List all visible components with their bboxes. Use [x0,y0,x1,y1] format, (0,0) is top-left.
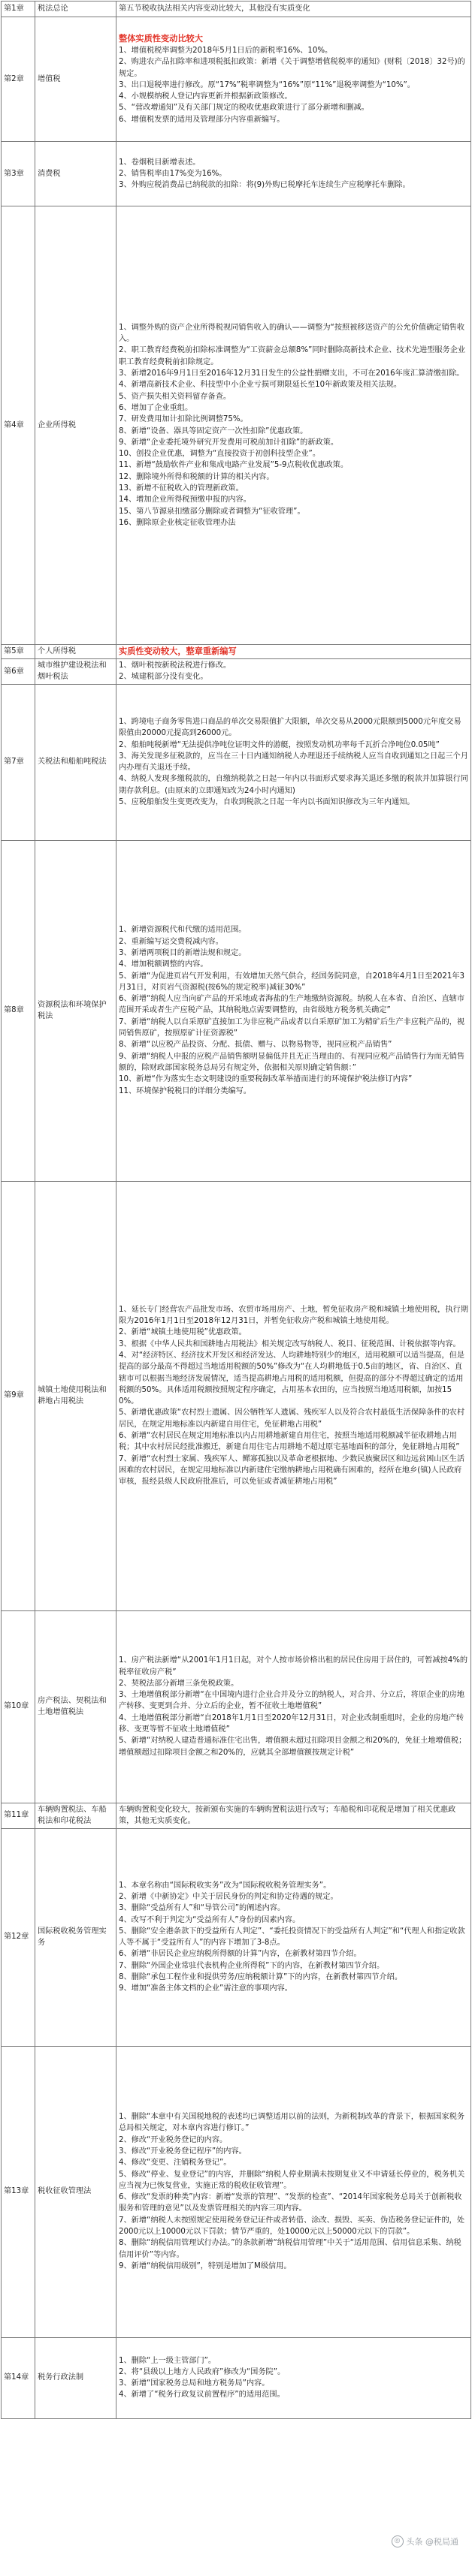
chapter-cell: 第1章 [2,2,35,17]
change-item: 4、修改“变更、注销税务登记”。 [119,2159,231,2168]
table-row-8 [2,840,471,1181]
change-item: 6、增值税发票的适用及管理部分内容重新编写。 [119,115,285,124]
change-item: 4、对“经济特区、经济技术开发区和经济发达、人均耕地特别少的地区，适用税额可以适当提高，但是提高的部分最高不得超过当地适用税额的50%”修改为“在人均耕地低于0.5亩的地区，省、自治区、直辖市可以根据当地经济发展情况，适当提高耕地占用税的适用税额，但提高的部分不得超过确定的适用税额的50%。具体适用税额按照规定程序确定，占用基本农田的，应当按照当地适用税额，加按150%。 [119,1351,465,1406]
change-item: 3、出口退税率进行修改。原“17%”税率调整为“16%”原“11%”退税率调整为“10%”。 [119,80,415,89]
change-item: 5、新增“对纳税人建造普通标准住宅出售，增值额未超过扣除项目金额之和20%的，免征土地增值税；增值额超过扣除项目金额之和20%的，应就其全部增值额按规定计税” [119,1737,467,1757]
change-item: 4、小规模纳税人登记内容更新并根据新政策修改。 [119,92,292,101]
change-item: 2、购进农产品扣除率和进项税抵扣政策：新增《关于调整增值税税率的通知》(财税〔2018〕32号)的规定。 [119,58,465,78]
table-row-10 [2,1610,471,1803]
change-item: 9、新增“纳税人申报的应税产品销售额明显偏低并且无正当理由的、有视同应税产品销售行为而无销售额的，除财政部国家税务总局另有规定外，依据相关原则确定销售额：” [119,1052,465,1072]
change-item: 3、海关发现多征税款的，应当在三十日内通知纳税人办理退还手续纳税人应当自收到通知之日起三个月内办理有关退还手续。 [119,752,468,773]
content-cell [116,684,471,840]
change-item: 5、“营改增通知”及有关部门规定的税收优惠政策进行了部分新增和删减。 [119,104,369,113]
topic-cell: 城镇土地使用税法和耕地占用税法 [35,1181,116,1610]
chapter-cell: 第6章 [2,659,35,685]
change-item: 11、新增“鼓励软件产业和集成电路产业发展”5-9点税收优惠政策。 [119,461,349,470]
topic-cell: 城市维护建设税法和烟叶税法 [35,659,116,685]
topic-cell: 税务行政法制 [35,2337,116,2418]
change-item: 1、烟叶税按新税法税进行修改。 [119,661,231,670]
chapter-cell: 第4章 [2,206,35,645]
change-item: 14、增加企业所得税预缴申报的内容。 [119,496,251,505]
watermark-label: 头条 @税局通 [406,2537,458,2547]
content-cell [116,1610,471,1803]
table-row-2 [2,17,471,142]
change-item: 7、研发费用加计扣除比例调整75%。 [119,415,248,424]
table-row-3 [2,142,471,206]
chapter-cell: 第3章 [2,142,35,206]
change-item: 1、房产税法新增“从2001年1月1日起，对个人按市场价格出租的居民住房用于居住的，可暂减按4%的税率征收房产税” [119,1656,468,1677]
chapter-cell: 第9章 [2,1181,35,1610]
topic-cell: 个人所得税 [35,645,116,659]
change-item: 2、重新编写运交费税减内容。 [119,937,223,946]
change-item: 1、删除“本章中有关国税地税的表述均已调整适用以前的法则，为新税制改革的背景下，根据国家税务总局相关规定，对本章内容进行修订。” [119,2113,465,2133]
highlight-note: 实质性变动较大，整章重新编写 [119,646,237,656]
chapter-cell: 第2章 [2,17,35,142]
table-row-13 [2,2046,471,2337]
chapter-cell: 第8章 [2,840,35,1181]
table-row-12 [2,1828,471,2046]
topic-cell: 房产税法、契税法和土地增值税法 [35,1610,116,1803]
topic-cell: 增值税 [35,17,116,142]
content-cell [116,17,471,142]
change-item: 1、新增资源税代和代缴的适用范围。 [119,926,247,935]
change-item: 2、职工教育经费税前扣除标准调整为“工资薪金总额8%”同时删除高新技术企业、技术先进型服务企业职工教育经费税前扣除规定。 [119,346,466,366]
change-item: 4、增加税额调整的内容。 [119,960,208,969]
topic-cell: 车辆购置税法、车船税法和印花税法 [35,1803,116,1828]
change-item: 7、新增“纳税人未按照规定使用税务登记证件或者转借、涂改、损毁、买卖、伪造税务登记证件的，处2000元以上10000元以下罚款；情节严重的，处10000元以上50000元以下的罚款”。 [119,2216,465,2236]
change-item: 3、根据《中华人民共和国耕地占用税法》相关规定改写纳税人、税目、征税范围、计税依据等内容。 [119,1339,461,1348]
change-item: 5、应税船舶发生变更改变为，自收到税款之日起一年内以书面知识修改为三年内通知。 [119,797,415,806]
change-item: 1、跨境电子商务零售进口商品的单次交易限值扩大限额，单次交易从2000元限额到5000元年度交易限值由20000元提高到26000元。 [119,717,461,738]
content-cell [116,840,471,1181]
table-row-chapter-1 [2,2,471,17]
change-item: 2、契税法部分新增三条免税政策。 [119,1679,239,1688]
change-item: 1、调整外购的资产企业所得税视同销售收入的确认——调整为“按照被移送资产的公允价值确定销售收入。 [119,323,465,344]
change-item: 3、土地增值税部分新增“在中国境内进行企业合并及分立的纳税人，对合并、分立后，将原企业的房地产转移、变更到合并、分立后的企业，暂不征收土地增值税” [119,1691,465,1711]
table-row-5 [2,645,471,659]
content-cell [116,1181,471,1610]
change-item: 8、删除“承包工程作业和提供劳务/应纳税额计算”下的内容，在新教材第四节介绍。 [119,1972,403,1981]
chapter-cell: 第5章 [2,645,35,659]
change-item: 2、修改“开业税务登记的内容。 [119,2135,228,2144]
change-item: 9、新增“企业委托境外研究开发费用可税前加计扣除”的新政策。 [119,438,339,447]
change-item: 7、新增“纳税人以自采原矿直接加工为非应税产品或者以自采原矿加工为精矿后生产非应税产品的，视同销售原矿，按照原矿计征资源税” [119,1017,465,1038]
change-item: 3、新增两项税目的新增法规和规定。 [119,948,247,957]
watermark-logo-icon: ◎ [392,2535,404,2547]
topic-cell: 消费税 [35,142,116,206]
change-item: 6、新增“非居民企业应纳税所得额的计算”内容，在新教材第四节介绍。 [119,1950,362,1959]
change-item: 2、新增《中新协定》中关于居民身份的判定和协定待遇的规定。 [119,1892,338,1901]
table-row-9 [2,1181,471,1610]
table-row-6 [2,659,471,685]
change-item: 15、第八节源泉扣缴部分删除或者调整为“征收管理”。 [119,507,305,516]
change-item: 7、删除“外国企业常驻代表机构企业所得税”下的内容，在新教材第四节介绍。 [119,1961,385,1970]
change-item: 16、删除原企业核定征收管理办法 [119,518,236,527]
change-item: 4、纳税人发现多缴税款的，自缴纳税款之日起一年内以书面形式要求海关退还多缴的税款并加算银行同期存款利息。(由原来的立即通知改为24小时内通知) [119,775,468,795]
change-item: 8、新增“以应税产品投资、分配、抵债、赠与、以物易物等，视同应税产品销售” [119,1041,392,1050]
change-item: 1、本章名称由“国际税收实务”改为“国际税收税务管理实务”。 [119,1881,331,1890]
change-item: 4、新增高新技术企业、科技型中小企业亏损可期限延长至10年新政策及相关法规。 [119,381,402,390]
changes-table [1,1,471,2419]
change-item: 4、土地增值税部分新增“自2018年1月1日至2020年12月31日，对企业改制重组时，企业的房地产转移、变更等暂不征收土地增值税” [119,1713,464,1734]
highlight-note: 整体实质性变动比较大 [119,33,203,44]
change-item: 8、新增“设备、器具等固定资产一次性扣除”优惠政策。 [119,426,308,435]
content-cell [116,206,471,645]
table-row-7 [2,684,471,840]
change-item: 2、船舶吨税新增“无法提供净吨位证明文件的游艇，按照发动机功率每千瓦折合净吨位0.05吨” [119,740,440,749]
change-item: 3、新增“国家税务总局和地方税务局”内容。 [119,2379,270,2388]
change-item: 9、增加“准备主体文档的企业”需注意的事项内容。 [119,1984,292,1993]
change-item: 6、新增“纳税人应当向矿产品的开采地或者海盐的生产地缴纳资源税。纳税人在本省、自治区、直辖市范围开采或者生产应税产品，其纳税地点需要调整的，由省级地方税务机关确定” [119,995,465,1015]
change-item: 1、延长专门经营农产品批发市场、农贸市场用房产、土地，暂免征收房产税和城镇土地使用税，执行期限为2016年1月1日至2018年12月31日，并暂免征收房产税和城镇土地使用税。 [119,1305,468,1326]
table-row-14 [2,2337,471,2418]
content-cell [116,645,471,659]
change-item: 1、增值税税率调整为2018年5月1日后的新税率16%、10%。 [119,46,333,55]
change-item: 3、外购应税消费品已纳税款的扣除：将(9)外购已税摩托车连续生产应税摩托车删除。 [119,181,410,190]
change-item: 2、城建税部分没有变化。 [119,673,208,682]
topic-cell: 税收征收管理法 [35,2046,116,2337]
content-cell [116,1828,471,2046]
chapter-cell: 第12章 [2,1828,35,2046]
chapter-cell: 第7章 [2,684,35,840]
watermark [392,2535,459,2547]
change-item: 11、环境保护税税目的详细分类编写。 [119,1086,251,1095]
change-item: 1、删除“上一级主管部门”。 [119,2356,216,2365]
change-item: 6、修改“发票的种类”内容：新增“发票的管理”、“发票的检查”、“2014年国家税务总局关于创新税收服务和管理的意见”以及发票管理相关的内容三项内容。 [119,2193,462,2213]
regulation-change-table-sheet [1,1,470,2574]
change-item: 2、将“县级以上地方人民政府”修改为“国务院”。 [119,2367,286,2376]
table-row-4 [2,206,471,645]
content-cell: 第五节税收执法相关内容变动比较大，其他没有实质变化 [116,2,471,17]
topic-cell: 税法总论 [35,2,116,17]
chapter-cell: 第14章 [2,2337,35,2418]
change-item: 13、新增不征税收入的管理新政策。 [119,484,244,493]
change-item: 12、删除境外所得和税额的计算的相关内容。 [119,472,274,481]
change-item: 3、删除“受益所有人”和“导管公司”的阐述内容。 [119,1904,286,1913]
change-item: 3、修改“开业税务登记程序”的内容。 [119,2147,247,2156]
change-item: 4、改写不利于判定为“受益所有人”身份的因素内容。 [119,1915,301,1924]
topic-cell: 资源税法和环境保护税法 [35,840,116,1181]
chapter-cell: 第11章 [2,1803,35,1828]
change-item: 10、创投企业优惠，调整为“直接投资于初创科技型企业”。 [119,450,321,459]
change-item: 2、销售税率由17%变为16%。 [119,169,227,178]
change-item: 5、删除“安全港条款下的受益所有人判定”、“委托投资情况下的受益所有人判定”和“代理人和指定收款人等不属于“受益所有人”的内容下增加了3-8点。 [119,1927,465,1948]
change-item: 5、新增“为促进页岩气开发利用，有效增加天然气供合，经国务院同意，自2018年4月1日至2021年3月31日，对页岩气资源税(按6%的规定税率)减征30%” [119,972,464,992]
topic-cell: 企业所得税 [35,206,116,645]
content-cell [116,659,471,685]
change-item: 6、新增“农村居民在规定用地标准以内占用耕地新建自用住宅，按照当地适用税额减半征收耕地占用税；其中农村居民经批准搬迁，新建自用住宅占用耕地不超过原宅基地面积的部分，免征耕地占用税” [119,1431,460,1452]
change-item: 6、增加了企业重组。 [119,403,193,412]
topic-cell: 关税法和船舶吨税法 [35,684,116,840]
change-item: 4、新增了“税务行政复议前置程序”的适用范围。 [119,2391,285,2400]
content-cell [116,2046,471,2337]
change-item: 8、删除“纳税信用管理试行办法。”的条款新增“纳税信用管理”中关于“适用范围、信用信息采集、纳税信用评价”等内容。 [119,2239,461,2259]
chapter-cell: 第10章 [2,1610,35,1803]
change-item: 5、修改“停业、复业登记”的内容，并删除“纳税人停业期满未按期复业又不申请延长停业的，税务机关应当视为已恢复营业，实施正常的税收征收管理”。 [119,2170,465,2190]
change-item: 车辆购置税变化较大，按新颁布实施的车辆购置税法进行改写；车船税和印花税是增加了相关优惠政策，其他无实质变化。 [119,1805,456,1826]
table-row-11 [2,1803,471,1828]
chapter-cell: 第13章 [2,2046,35,2337]
content-cell [116,2337,471,2418]
topic-cell: 国际税收税务管理实务 [35,1828,116,2046]
change-item: 7、新增“农村烈士家属、残疾军人、鳏寡孤独以及革命老根据地、少数民族聚居区和边远贫困山区生活困难的农村居民，在规定用地标准以内新建住宅缴纳耕地占用税确有困难的，经所在地乡(镇)人民政府审核，报经县级人民政府批准后，可以免征或者减征耕地占用税” [119,1454,465,1487]
change-item: 2、新增“城镇土地使用税”优惠政策。 [119,1328,247,1337]
change-item: 5、新增优惠政策“农村烈士遗属、因公牺牲军人遗属、残疾军人以及符合农村最低生活保障条件的农村居民，在规定用地标准以内新建自用住宅，免征耕地占用税” [119,1409,465,1429]
content-cell [116,1803,471,1828]
content-cell [116,142,471,206]
change-item: 3、新增2016年9月1日至2016年12月31日发生的公益性捐赠支出，不可在2016年度汇算清缴扣除。 [119,369,464,378]
change-item: 5、资产损失相关资料留存备查。 [119,392,231,401]
change-item: 9、新增“纳税信用级别”，特别是增加了M级信用。 [119,2261,292,2270]
change-item: 10、新增“作为落实生态文明建设的重要税制改革举措而进行的环境保护税法修订内容” [119,1075,413,1084]
change-item: 1、卷烟税目新增表述。 [119,158,201,167]
